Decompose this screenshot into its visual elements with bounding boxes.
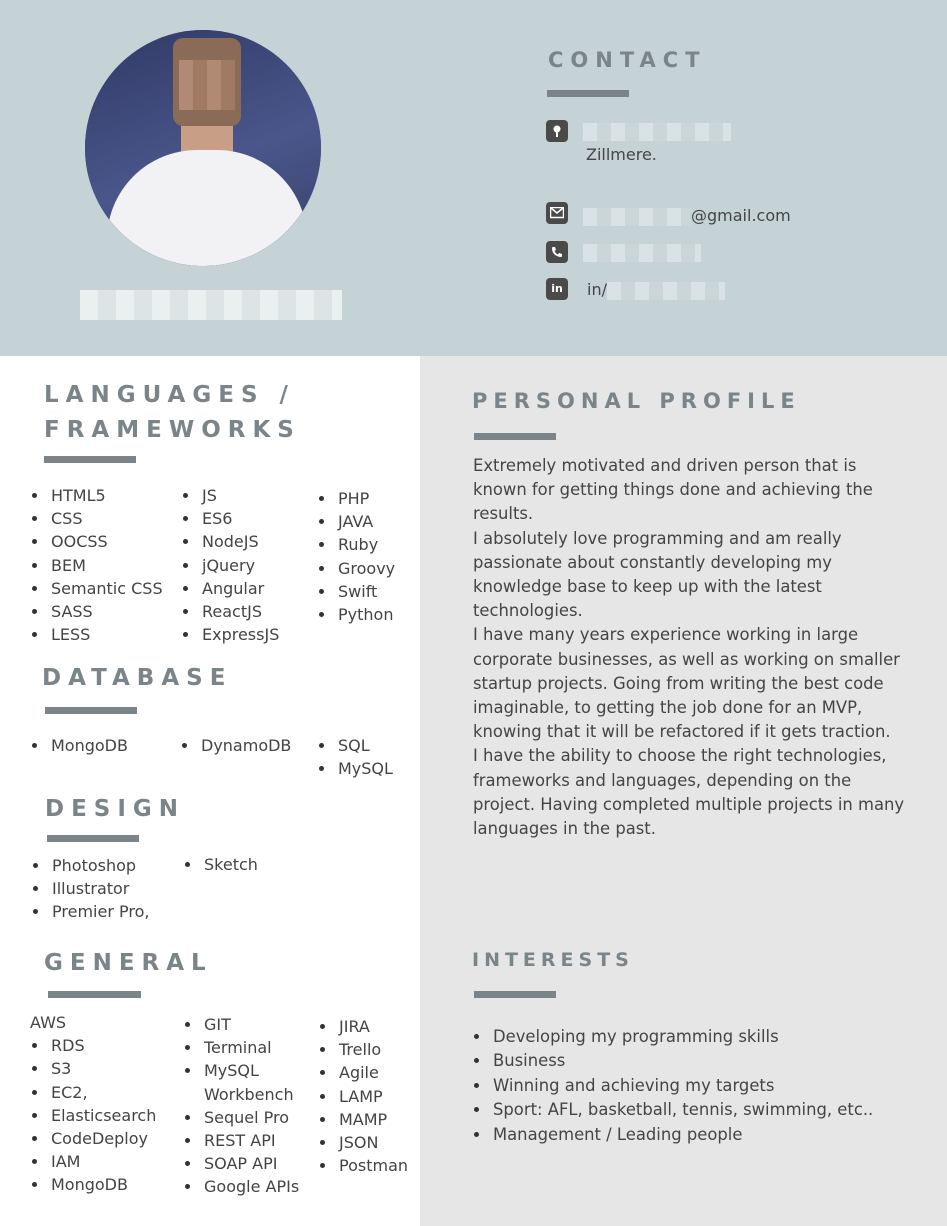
- list-header: AWS: [30, 1013, 67, 1032]
- address-line2: Zillmere.: [586, 145, 657, 164]
- address-line1: [583, 121, 731, 141]
- interests-list: [472, 1025, 873, 1147]
- list-item: REST API: [183, 1129, 299, 1152]
- database-list-col2: [180, 734, 291, 757]
- list-item: IAM: [30, 1150, 156, 1173]
- profile-title: PERSONAL PROFILE: [472, 389, 801, 413]
- general-list-col2: [183, 1013, 299, 1199]
- list-item: Photoshop: [31, 854, 149, 877]
- profile-photo: [85, 30, 321, 266]
- list-item: LESS: [30, 623, 163, 646]
- list-item: EC2,: [30, 1081, 156, 1104]
- list-item: Management / Leading people: [472, 1123, 873, 1147]
- email-address[interactable]: @gmail.com: [583, 206, 791, 226]
- list-item: Premier Pro,: [31, 900, 149, 923]
- phone-number: [583, 242, 701, 262]
- list-item: ReactJS: [181, 600, 279, 623]
- map-pin-icon: [546, 120, 568, 142]
- list-item: Google APIs: [183, 1175, 299, 1198]
- list-item: Postman: [318, 1154, 408, 1177]
- list-item: Groovy: [317, 557, 395, 580]
- linkedin-handle[interactable]: in/: [587, 280, 725, 300]
- profile-divider: [474, 433, 556, 440]
- list-item: JAVA: [317, 510, 395, 533]
- list-item: Angular: [181, 577, 279, 600]
- profile-paragraph: I have many years experience working in large corporate businesses, as well as working on smaller startup projects. Going from writing the best code imaginable, to getting the job done for an MVP, knowing that it will be refactored if it gets traction.: [473, 625, 900, 742]
- list-item: MongoDB: [30, 734, 128, 757]
- list-item: Agile: [318, 1061, 408, 1084]
- interests-title: INTERESTS: [472, 949, 634, 971]
- list-item: Terminal: [183, 1036, 299, 1059]
- list-item: Sketch: [183, 853, 258, 876]
- list-item: DynamoDB: [180, 734, 291, 757]
- database-list-col3: [317, 734, 393, 780]
- list-item: Semantic CSS: [30, 577, 163, 600]
- general-title: GENERAL: [44, 950, 213, 976]
- database-title: DATABASE: [42, 665, 233, 691]
- list-item: MySQL: [317, 757, 393, 780]
- interests-divider: [474, 991, 556, 998]
- contact-title: CONTACT: [548, 48, 707, 72]
- profile-paragraph: I absolutely love programming and am really passionate about constantly developing my knowledge base to keep up with the latest technologies.: [473, 528, 842, 621]
- list-item: MAMP: [318, 1108, 408, 1131]
- list-item: CSS: [30, 507, 163, 530]
- list-item: Illustrator: [31, 877, 149, 900]
- general-list-col1: [30, 1011, 156, 1197]
- list-item: Python: [317, 603, 395, 626]
- languages-list-col1: [30, 484, 163, 646]
- list-item: jQuery: [181, 554, 279, 577]
- languages-divider: [44, 456, 136, 463]
- list-item: SASS: [30, 600, 163, 623]
- database-list-col1: [30, 734, 128, 757]
- list-item: Sport: AFL, basketball, tennis, swimming, etc..: [472, 1098, 873, 1122]
- design-list-col2: [183, 853, 258, 876]
- database-divider: [45, 707, 137, 714]
- email-icon: [546, 202, 568, 224]
- list-item: GIT: [183, 1013, 299, 1036]
- list-item: CodeDeploy: [30, 1127, 156, 1150]
- list-item: NodeJS: [181, 530, 279, 553]
- list-item: Trello: [318, 1038, 408, 1061]
- list-item: Business: [472, 1049, 873, 1073]
- list-item: Ruby: [317, 533, 395, 556]
- list-item: RDS: [30, 1034, 156, 1057]
- list-item: JS: [181, 484, 279, 507]
- languages-list-col2: [181, 484, 279, 646]
- list-item: Swift: [317, 580, 395, 603]
- list-item: PHP: [317, 487, 395, 510]
- list-item: MySQL: [183, 1059, 299, 1082]
- list-item: Winning and achieving my targets: [472, 1074, 873, 1098]
- profile-text: [473, 454, 913, 841]
- general-divider: [48, 991, 141, 998]
- list-item: LAMP: [318, 1085, 408, 1108]
- list-item: Elasticsearch: [30, 1104, 156, 1127]
- list-item: SQL: [317, 734, 393, 757]
- list-item: ES6: [181, 507, 279, 530]
- profile-paragraph: I have the ability to choose the right technologies, frameworks and languages, depending on the project. Having completed multiple projects in many languages in the past.: [473, 746, 905, 839]
- list-item: JIRA: [318, 1015, 408, 1038]
- list-item: BEM: [30, 554, 163, 577]
- list-item: Workbench: [204, 1084, 294, 1104]
- list-item: JSON: [318, 1131, 408, 1154]
- list-item: Developing my programming skills: [472, 1025, 873, 1049]
- list-item: ExpressJS: [181, 623, 279, 646]
- header-band: [0, 0, 947, 356]
- design-divider: [47, 835, 139, 842]
- design-title: DESIGN: [45, 796, 186, 822]
- languages-title: LANGUAGES / FRAMEWORKS: [44, 382, 301, 443]
- design-list-col1: [31, 854, 149, 924]
- list-item: HTML5: [30, 484, 163, 507]
- profile-paragraph: Extremely motivated and driven person that is known for getting things done and achieving the results.: [473, 456, 873, 524]
- linkedin-icon: in: [546, 278, 568, 300]
- general-list-col3: [318, 1015, 408, 1177]
- list-item: S3: [30, 1057, 156, 1080]
- list-item: OOCSS: [30, 530, 163, 553]
- list-item: MongoDB: [30, 1173, 156, 1196]
- list-item: Sequel Pro: [183, 1106, 299, 1129]
- languages-list-col3: [317, 487, 395, 626]
- contact-divider: [547, 90, 629, 97]
- list-item: SOAP API: [183, 1152, 299, 1175]
- phone-icon: [546, 241, 568, 263]
- redacted-name: [80, 290, 342, 320]
